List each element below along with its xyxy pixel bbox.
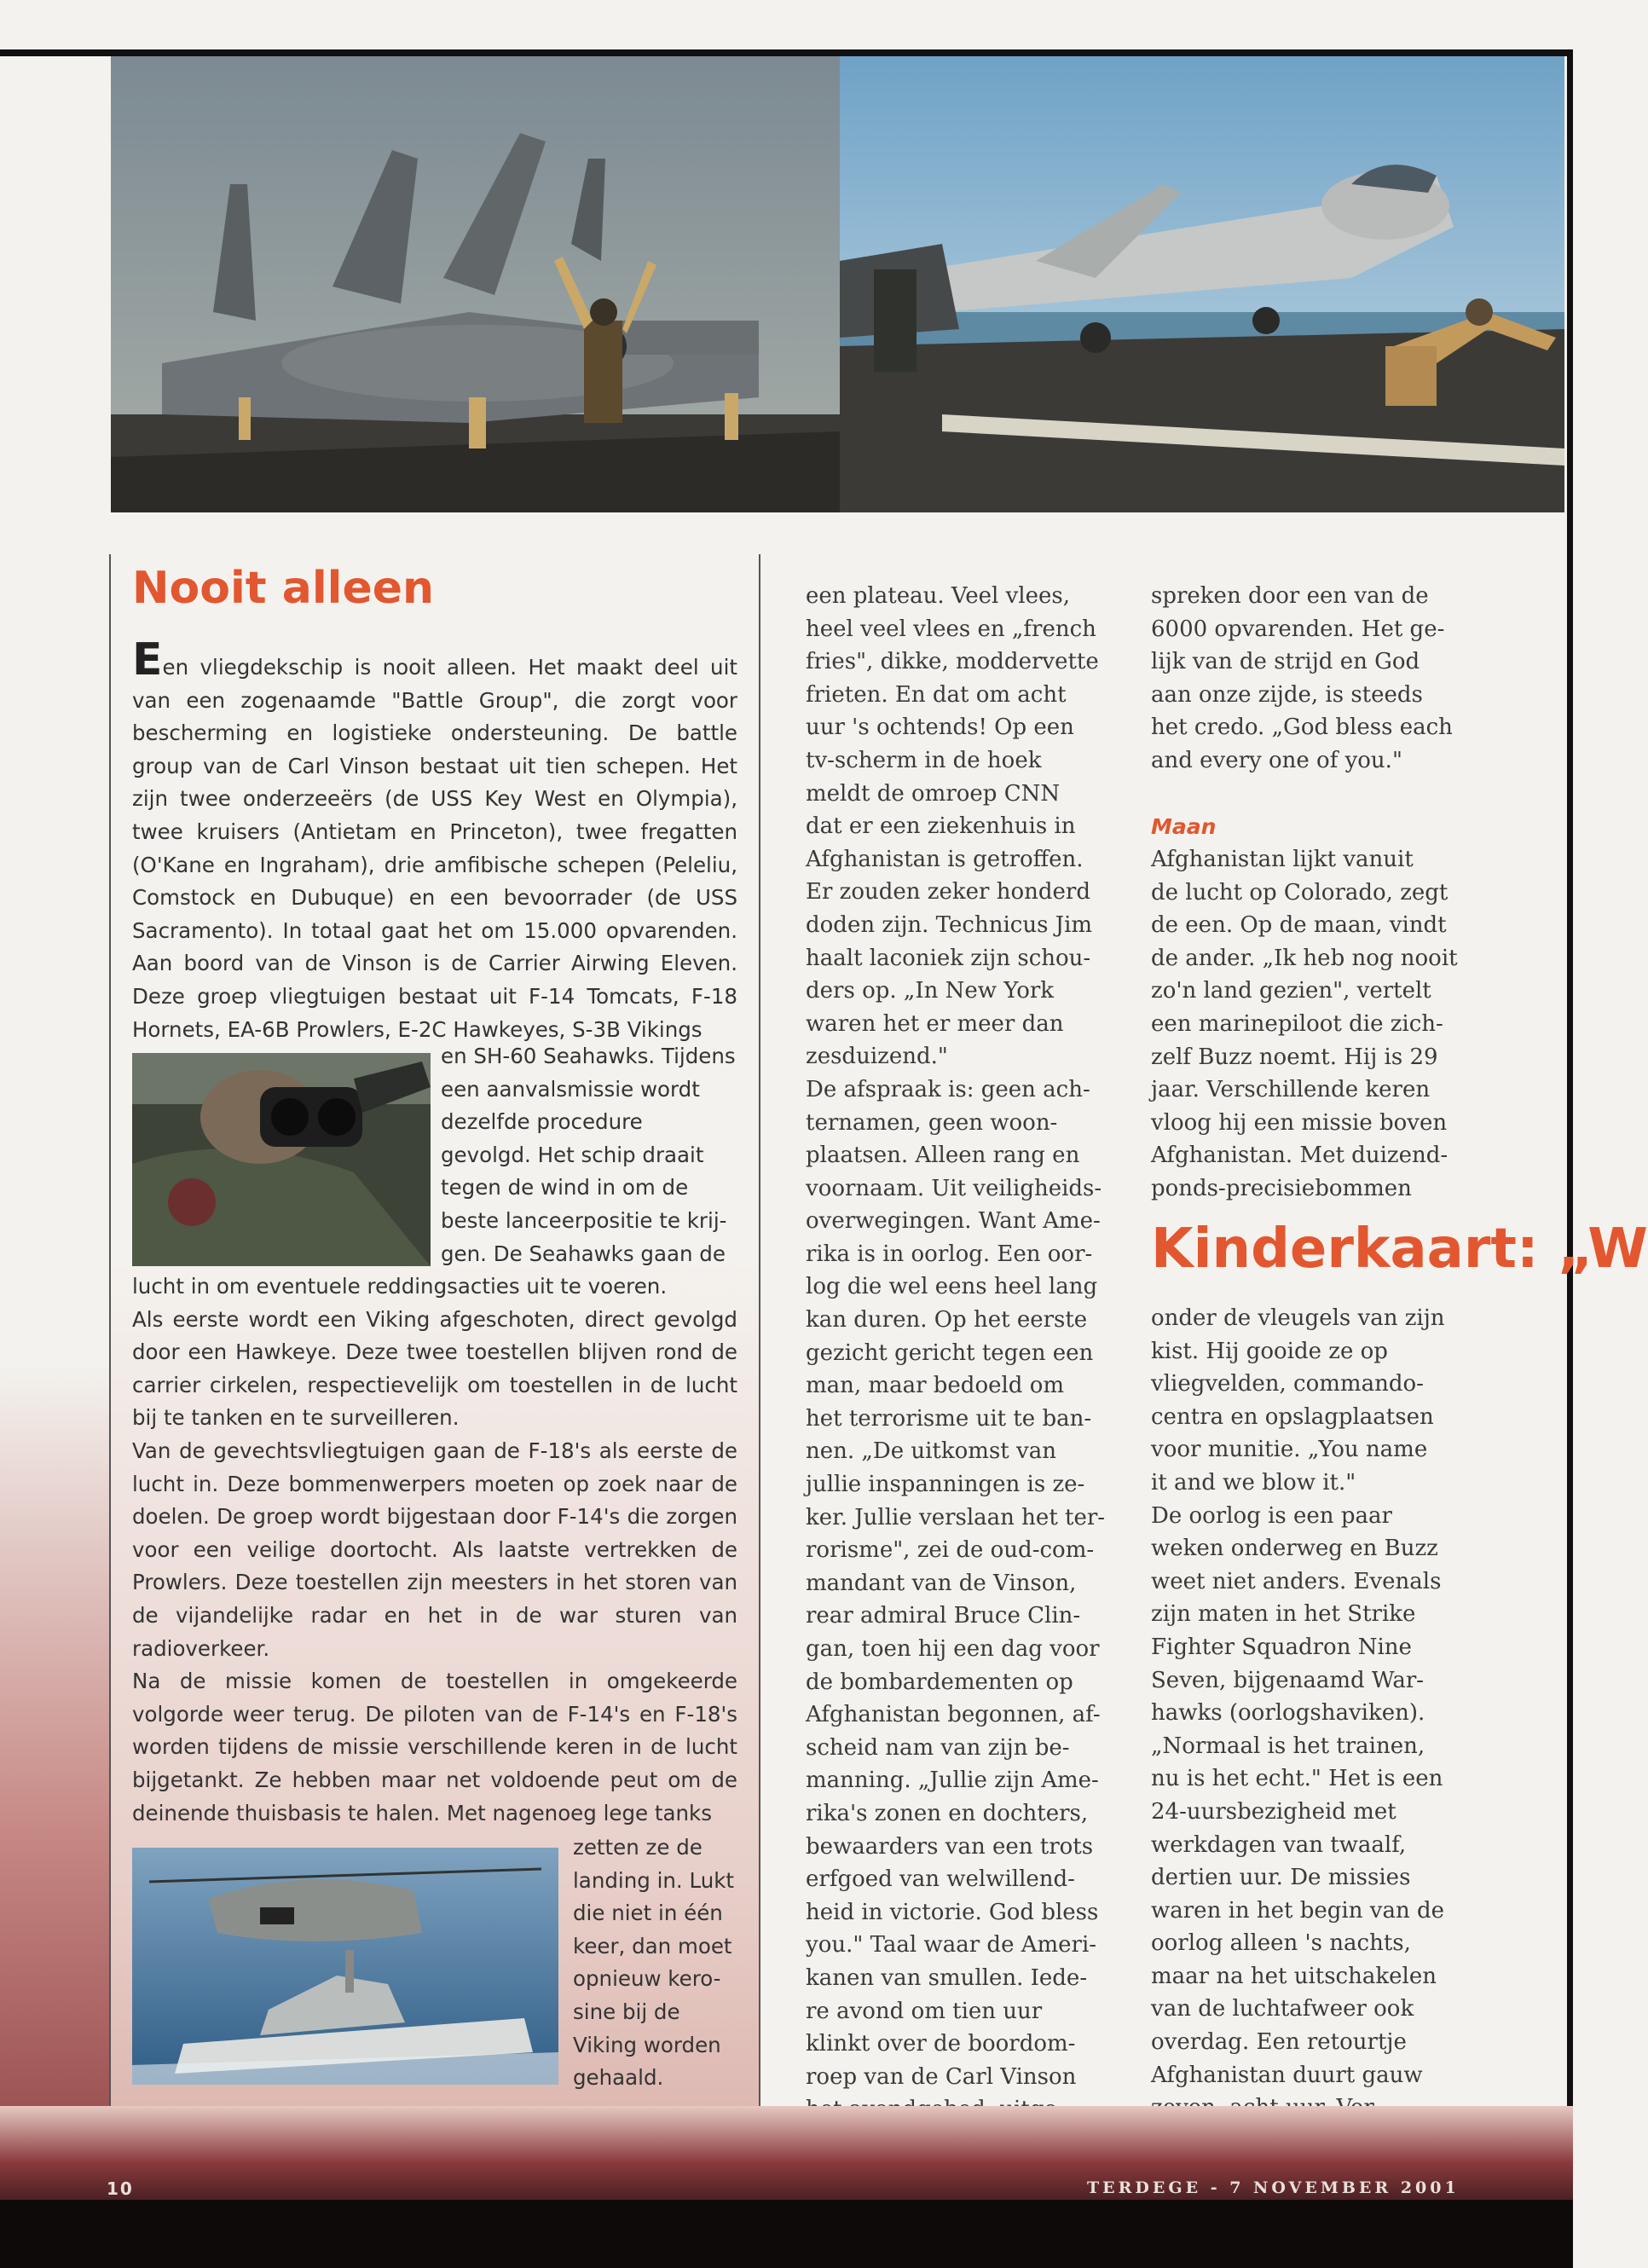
line: gevolgd. Het schip draait [441, 1142, 704, 1167]
column-line: Afghanistan duurt gauw [1151, 2062, 1423, 2088]
column-line: nen. „De uitkomst van [806, 1438, 1056, 1465]
column-line: rika is in oorlog. Een oor- [806, 1241, 1093, 1267]
column-line: meldt de omroep CNN [806, 780, 1061, 807]
column-line: werkdagen van twaalf, [1151, 1831, 1407, 1858]
column-line: overdag. Een retourtje [1151, 2029, 1407, 2056]
column-line: nu is het echt." Het is een [1151, 1766, 1443, 1792]
column-line: rorisme", zei de oud-com- [806, 1537, 1095, 1564]
column-line: voor munitie. „You name [1151, 1437, 1428, 1463]
column-line: Seven, bijgenaamd War- [1151, 1667, 1425, 1693]
line: Viking worden [573, 2032, 721, 2057]
column-line: de bombardementen op [806, 1669, 1073, 1695]
column-line: zo'n land gezien", vertelt [1151, 978, 1431, 1004]
column-line: voornaam. Uit veiligheids- [806, 1175, 1102, 1201]
line: een aanvalsmissie wordt [441, 1076, 700, 1102]
column-line: weken onderweg en Buzz [1151, 1536, 1438, 1562]
column-line: 6000 opvarenden. Het ge- [1151, 616, 1445, 642]
column-line: tv-scherm in de hoek [806, 747, 1042, 773]
column-line: 24-uursbezigheid met [1151, 1798, 1396, 1825]
column-line: vloog hij een missie boven [1151, 1109, 1448, 1136]
column-line: doden zijn. Technicus Jim [806, 911, 1093, 938]
column-line: and every one of you." [1151, 747, 1402, 773]
line: gen. De Seahawks gaan de [441, 1241, 726, 1266]
line: landing in. Lukt [573, 1867, 735, 1893]
column-line: haalt laconiek zijn schou- [806, 945, 1091, 971]
article1-lower-text [132, 1270, 737, 1830]
column-line: heel veel vlees en „french [806, 616, 1096, 642]
column-line: De afspraak is: geen ach- [806, 1076, 1090, 1102]
column-line: it and we blow it." [1151, 1469, 1356, 1496]
line: gehaald. [573, 2065, 664, 2091]
column-line: zijn maten in het Strike [1151, 1601, 1416, 1628]
line: zetten ze de [573, 1835, 703, 1860]
column-line: De oorlog is een paar [1151, 1502, 1392, 1529]
column-line: weet niet anders. Evenals [1151, 1568, 1442, 1594]
article1-p1-text: en vliegdekschip is nooit alleen. Het maakt deel uit van een zogenaamde "Battle Group", die zorgt voor bescherming en logistieke ondersteuning. De battle group van de Carl Vinson bestaat uit tien schepen. Het zijn twee onderzeeërs (de USS Key West en Olympia), twee kruisers (Antietam en Princeton), twee fregatten (O'Kane en Ingraham), drie amfibische schepen (Peleliu, Comstock en Dubuque) en een bevoorrader (de USS Sacramento). In totaal gaat het om 15.000 opvarenden. Aan boord van de Vinson is de Carrier Airwing Eleven. Deze groep vliegtuigen bestaat uit F-14 Tomcats, F-18 Hornets, EA-6B Prowlers, E-2C Hawkeyes, S-3B Vikings [132, 655, 737, 1042]
subhead-maan: Maan [1151, 814, 1217, 839]
column-line: uur 's ochtends! Op een [806, 715, 1074, 741]
column-line: „Normaal is het trainen, [1151, 1733, 1425, 1759]
column-line: de ander. „Ik heb nog nooit [1151, 945, 1458, 971]
binoculars-photo-art [132, 1053, 431, 1266]
column-line: klinkt over de boordom- [806, 2031, 1076, 2057]
column-line: jaar. Verschillende keren [1151, 1077, 1431, 1103]
column-line: oorlog alleen 's nachts, [1151, 1930, 1411, 1957]
column-line: van de luchtafweer ook [1151, 1996, 1414, 2022]
column-line: heid in victorie. God bless [806, 1899, 1099, 1925]
column-line: manning. „Jullie zijn Ame- [806, 1768, 1099, 1794]
article1-text-beside-inset2 [573, 1831, 743, 2095]
column-line: gan, toen hij een dag voor [806, 1636, 1100, 1662]
column-line: ponds-precisiebommen [1151, 1175, 1412, 1201]
column-line: kan duren. Op het eerste [806, 1307, 1088, 1334]
article1-paragraph-4: Na de missie komen de toestellen in omgekeerde volgorde weer terug. De piloten van de F-14's en F-18's worden tijdens de missie verschillende keren in de lucht bijgetankt. Ze hebben maar net voldoende peut om de deinende thuisbasis te halen. Met nagenoeg lege tanks [132, 1669, 737, 1825]
line: sine bij de [573, 1999, 680, 2024]
photo-catapult-launch [840, 56, 1564, 512]
column-line: you." Taal waar de Ameri- [806, 1932, 1097, 1958]
photo-flight-deck-director [111, 56, 840, 512]
footer-bar [0, 2200, 1573, 2268]
column-line: de lucht op Colorado, zegt [1151, 879, 1449, 905]
column-line: waren het er meer dan [806, 1010, 1064, 1037]
column-line: plaatsen. Alleen rang en [806, 1143, 1080, 1169]
left-margin-glow [0, 1364, 111, 2132]
article1-paragraph-1 [132, 634, 737, 1046]
column-line: kanen van smullen. Iede- [806, 1964, 1088, 1991]
subhead-maan-wrap [1151, 811, 1492, 844]
column-3-top [1151, 580, 1492, 778]
column-line: re avond om tien uur [806, 1998, 1043, 2024]
column-line: zesduizend." [806, 1044, 948, 1070]
article1-text-beside-inset1 [441, 1040, 739, 1270]
column-line: erfgoed van welwillend- [806, 1866, 1075, 1893]
article-title-nooit-alleen: Nooit alleen [132, 563, 435, 614]
column-line: mandant van de Vinson, [806, 1570, 1077, 1596]
column-line: ternamen, geen woon- [806, 1109, 1058, 1136]
article1-p1-end: lucht in om eventuele reddingsacties uit te voeren. [132, 1274, 668, 1299]
column-line: een plateau. Veel vlees, [806, 583, 1070, 609]
column-3-middle [1151, 843, 1492, 1206]
column-line: het terrorisme uit te ban- [806, 1405, 1092, 1432]
column-line: rear admiral Bruce Clin- [806, 1603, 1081, 1629]
line: tegen de wind in om de [441, 1175, 689, 1201]
article-title-kinderkaart: Kinderkaart: „W [1151, 1218, 1648, 1281]
column-line: Afghanistan is getroffen. [806, 846, 1084, 872]
column-line: Afghanistan. Met duizend- [1151, 1143, 1449, 1169]
drop-cap: E [132, 634, 163, 686]
inset-photo-helicopter-ship [132, 1848, 558, 2085]
column-line: Fighter Squadron Nine [1151, 1634, 1412, 1660]
column-line: log die wel eens heel lang [806, 1274, 1098, 1300]
column-line: waren in het begin van de [1151, 1897, 1444, 1924]
column-line: scheid nam van zijn be- [806, 1734, 1070, 1761]
line: en SH-60 Seahawks. Tijdens [441, 1044, 736, 1068]
column-line: hawks (oorlogshaviken). [1151, 1700, 1425, 1727]
column-line: fries", dikke, moddervette [806, 649, 1099, 675]
column-line: dertien uur. De missies [1151, 1865, 1411, 1891]
column-line: frieten. En dat om acht [806, 681, 1067, 708]
right-edge-rule [1567, 56, 1573, 2230]
column-line: Er zouden zeker honderd [806, 879, 1090, 905]
top-rule [0, 49, 1573, 56]
article1-paragraph-3: Van de gevechtsvliegtuigen gaan de F-18's als eerste de lucht in. Deze bommenwerpers moeten op zoek naar de doelen. De groep wordt bijgestaan door F-14's die zorgen voor een veilige doortocht. Als laatste vertrekken de Prowlers. Deze toestellen zijn meesters in het storen van de vijandelijke radar en het in de war sturen van radioverkeer. [132, 1438, 737, 1661]
column-line: overwegingen. Want Ame- [806, 1208, 1101, 1235]
column-line: man, maar bedoeld om [806, 1373, 1065, 1399]
line: opnieuw kero- [573, 1966, 721, 1992]
column-line: lijk van de strijd en God [1151, 649, 1420, 675]
running-footer-masthead: TERDEGE - 7 NOVEMBER 2001 [1087, 2178, 1460, 2197]
catapult-launch-photo-art [840, 56, 1564, 512]
page-number: 10 [107, 2178, 134, 2199]
line: keer, dan moet [573, 1933, 732, 1958]
column-line: de een. Op de maan, vindt [1151, 912, 1447, 939]
column-line: ker. Jullie verslaan het ter- [806, 1504, 1106, 1530]
article1-paragraph-2: Als eerste wordt een Viking afgeschoten, direct gevolgd door een Hawkeye. Deze twee toestellen blijven rond de carrier cirkelen, respectievelijk om toestellen in de lucht bij te tanken en te surveilleren. [132, 1306, 737, 1431]
column-line: zelf Buzz noemt. Hij is 29 [1151, 1044, 1438, 1070]
inset-photo-binoculars [132, 1053, 431, 1266]
column-line: aan onze zijde, is steeds [1151, 681, 1423, 708]
column-line: onder de vleugels van zijn [1151, 1305, 1445, 1331]
column-line: centra en opslagplaatsen [1151, 1403, 1434, 1430]
column-line: maar na het uitschakelen [1151, 1963, 1437, 1989]
column-line: bewaarders van een trots [806, 1833, 1094, 1860]
column-line: roep van de Carl Vinson [806, 2063, 1077, 2090]
column-2 [806, 580, 1121, 2126]
flight-deck-photo-art [111, 56, 840, 512]
column-line: vliegvelden, commando- [1151, 1371, 1424, 1397]
column-line: gezicht gericht tegen een [806, 1339, 1094, 1366]
column-line: Afghanistan lijkt vanuit [1151, 847, 1414, 872]
column-line: Afghanistan begonnen, af- [806, 1702, 1101, 1728]
line: die niet in één [573, 1901, 723, 1926]
helicopter-photo-art [132, 1848, 558, 2085]
column-line: dat er een ziekenhuis in [806, 813, 1076, 840]
column-line: jullie inspanningen is ze- [806, 1472, 1085, 1498]
column-line: rika's zonen en dochters, [806, 1800, 1089, 1826]
column-line: het credo. „God bless each [1151, 715, 1453, 741]
column-line: kist. Hij gooide ze op [1151, 1338, 1388, 1364]
line: dezelfde procedure [441, 1109, 643, 1135]
column-3-bottom [1151, 1302, 1492, 2125]
column-line: ders op. „In New York [806, 978, 1055, 1004]
line: beste lanceerpositie te krij- [441, 1207, 727, 1233]
column-line: een marinepiloot die zich- [1151, 1010, 1443, 1037]
column-line: spreken door een van de [1151, 583, 1429, 609]
